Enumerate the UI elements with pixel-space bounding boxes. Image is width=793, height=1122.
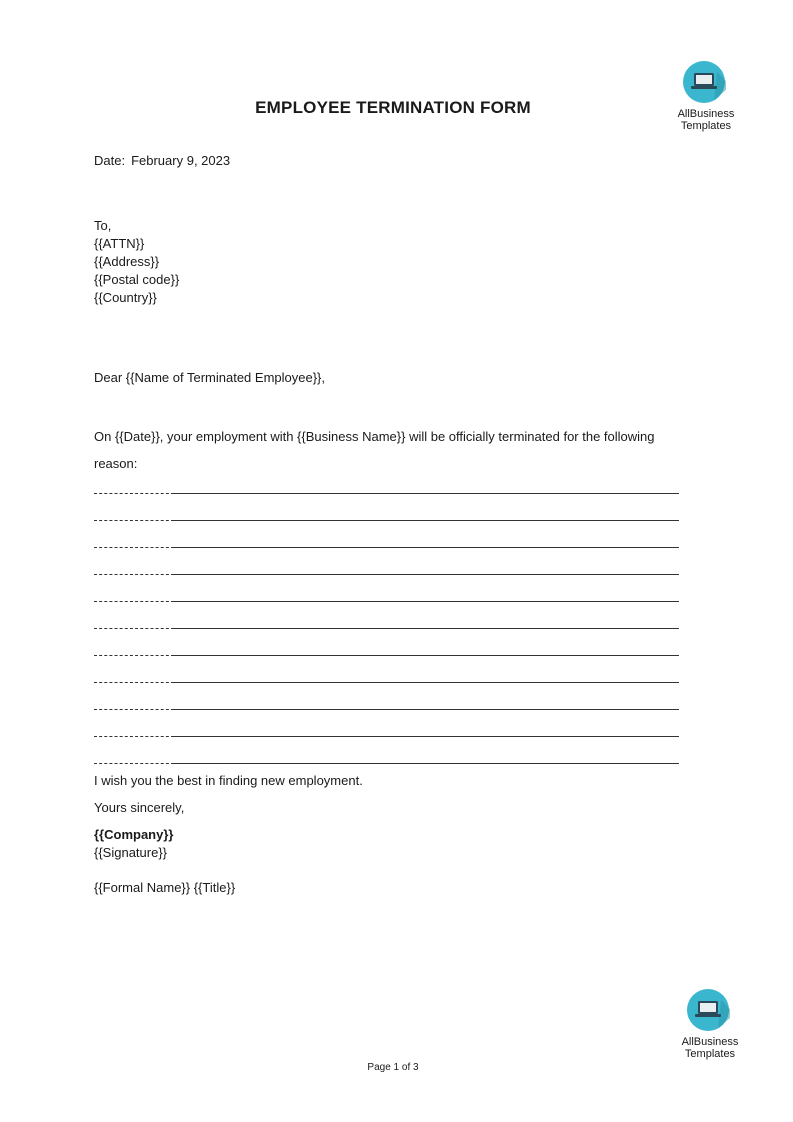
allbusiness-logo-bottom [668, 988, 752, 1060]
blank-line [94, 478, 679, 505]
blank-line-dashes [94, 574, 174, 575]
logo-text: AllBusiness Templates [681, 1036, 739, 1060]
blank-line [94, 559, 679, 586]
logo-text: AllBusiness Templates [677, 108, 735, 132]
blank-line [94, 532, 679, 559]
blank-line-rule [174, 709, 679, 710]
blank-line [94, 667, 679, 694]
address-attn: {{ATTN}} [94, 236, 145, 251]
company-name: {{Company}} [94, 827, 174, 842]
blank-line-dashes [94, 763, 174, 764]
blank-line-rule [174, 763, 679, 764]
signature-placeholder: {{Signature}} [94, 845, 168, 860]
blank-line-rule [174, 628, 679, 629]
blank-line-rule [174, 655, 679, 656]
address-postal-code: {{Postal code}} [94, 272, 180, 287]
blank-line-dashes [94, 547, 174, 548]
page-footer: Page 1 of 3 [367, 1062, 419, 1073]
blank-line-dashes [94, 736, 174, 737]
blank-line [94, 505, 679, 532]
blank-line-dashes [94, 628, 174, 629]
address-street: {{Address}} [94, 254, 160, 269]
closing-line: Yours sincerely, [94, 800, 185, 815]
blank-line-rule [174, 574, 679, 575]
blank-line [94, 586, 679, 613]
blank-line [94, 613, 679, 640]
blank-line-dashes [94, 709, 174, 710]
laptop-icon [686, 988, 734, 1034]
blank-line-rule [174, 682, 679, 683]
blank-line [94, 748, 679, 775]
blank-line-rule [174, 493, 679, 494]
blank-line-dashes [94, 655, 174, 656]
blank-line-dashes [94, 601, 174, 602]
date-line [94, 152, 230, 170]
address-to: To, [94, 218, 112, 233]
body-paragraph: On {{Date}}, your employment with {{Business Name}} will be officially terminated for the following reason: [94, 429, 655, 471]
date-label: Date: [94, 153, 126, 168]
date-value: February 9, 2023 [131, 153, 231, 168]
blank-line-dashes [94, 493, 174, 494]
wish-line: I wish you the best in finding new employment. [94, 773, 363, 788]
blank-line-rule [174, 736, 679, 737]
blank-line-rule [174, 547, 679, 548]
blank-line [94, 640, 679, 667]
blank-line-rule [174, 520, 679, 521]
greeting: Dear {{Name of Terminated Employee}}, [94, 370, 326, 385]
blank-line-rule [174, 601, 679, 602]
formal-name-title: {{Formal Name}} {{Title}} [94, 880, 236, 895]
blank-line [94, 694, 679, 721]
address-country: {{Country}} [94, 290, 157, 305]
address-block [94, 217, 179, 307]
allbusiness-logo-top [664, 60, 748, 132]
blank-line-dashes [94, 520, 174, 521]
document-title: EMPLOYEE TERMINATION FORM [255, 98, 531, 117]
blank-line-dashes [94, 682, 174, 683]
reason-blank-lines [94, 478, 679, 775]
blank-line [94, 721, 679, 748]
